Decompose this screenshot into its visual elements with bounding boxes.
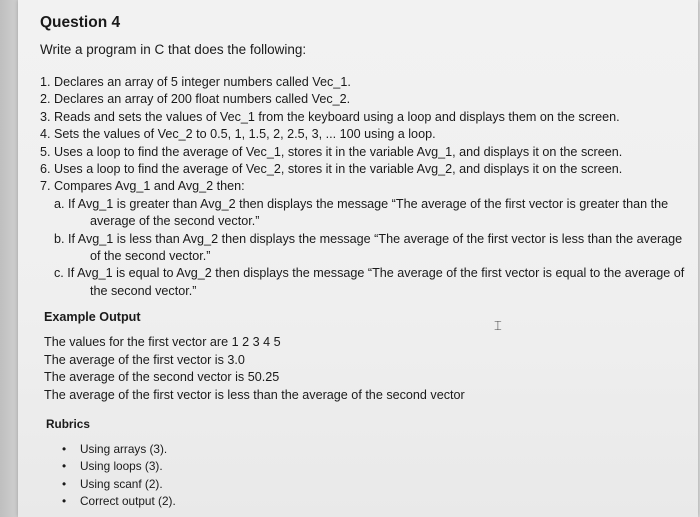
sub-item-b: b. If Avg_1 is less than Avg_2 then displays the message “The average of the first vector is less than the average <box>54 231 683 246</box>
bullet-icon: • <box>62 476 67 491</box>
text-cursor-icon: ⌶ <box>494 318 502 333</box>
requirement-item: 4. Sets the values of Vec_2 to 0.5, 1, 1.5, 2, 2.5, 3, ... 100 using a loop. <box>40 127 436 142</box>
bullet-icon: • <box>62 442 67 456</box>
sub-item-c-continued: the second vector.” <box>90 283 197 298</box>
requirement-item: 5. Uses a loop to find the average of Vec_1, stores it in the variable Avg_1, and displays it on the screen. <box>40 144 623 159</box>
example-line: The values for the first vector are 1 2 3 4 5 <box>44 335 281 349</box>
example-line: The average of the second vector is 50.25 <box>44 370 280 385</box>
requirement-item: 2. Declares an array of 200 float numbers called Vec_2. <box>40 92 351 107</box>
bullet-icon: • <box>62 494 67 509</box>
sub-item-a-continued: average of the second vector.” <box>90 214 260 229</box>
example-output-title: Example Output <box>44 310 141 324</box>
requirement-item: 1. Declares an array of 5 integer numbers called Vec_1. <box>40 75 351 89</box>
rubric-item: • Correct output (2). <box>62 493 176 510</box>
rubrics-title: Rubrics <box>46 417 90 431</box>
rubric-item: • Using scanf (2). <box>62 476 176 493</box>
question-page <box>18 0 698 517</box>
question-intro: Write a program in C that does the following: <box>40 42 307 57</box>
sub-item-b-continued: of the second vector.” <box>90 249 211 264</box>
rubric-item: • Using loops (3). <box>62 458 176 475</box>
requirement-item: 7. Compares Avg_1 and Avg_2 then: <box>40 179 245 194</box>
example-line: The average of the first vector is 3.0 <box>44 352 245 367</box>
requirement-item: 6. Uses a loop to find the average of Vec_2, stores it in the variable Avg_2, and displays it on the screen. <box>40 162 623 177</box>
requirements-list <box>40 74 684 300</box>
question-title: Question 4 <box>40 14 121 31</box>
example-output-lines <box>44 334 465 404</box>
sub-item-a: a. If Avg_1 is greater than Avg_2 then displays the message “The average of the first vector is greater than the <box>54 196 669 211</box>
example-line: The average of the first vector is less than the average of the second vector <box>44 387 465 402</box>
requirement-item: 3. Reads and sets the values of Vec_1 from the keyboard using a loop and displays them on the screen. <box>40 109 620 124</box>
sub-item-c: c. If Avg_1 is equal to Avg_2 then displays the message “The average of the first vector is equal to the average of <box>54 266 685 281</box>
rubrics-list <box>62 441 176 511</box>
rubric-item: • Using arrays (3). <box>62 441 176 458</box>
bullet-icon: • <box>62 459 67 474</box>
page-edge-shadow <box>0 0 18 517</box>
